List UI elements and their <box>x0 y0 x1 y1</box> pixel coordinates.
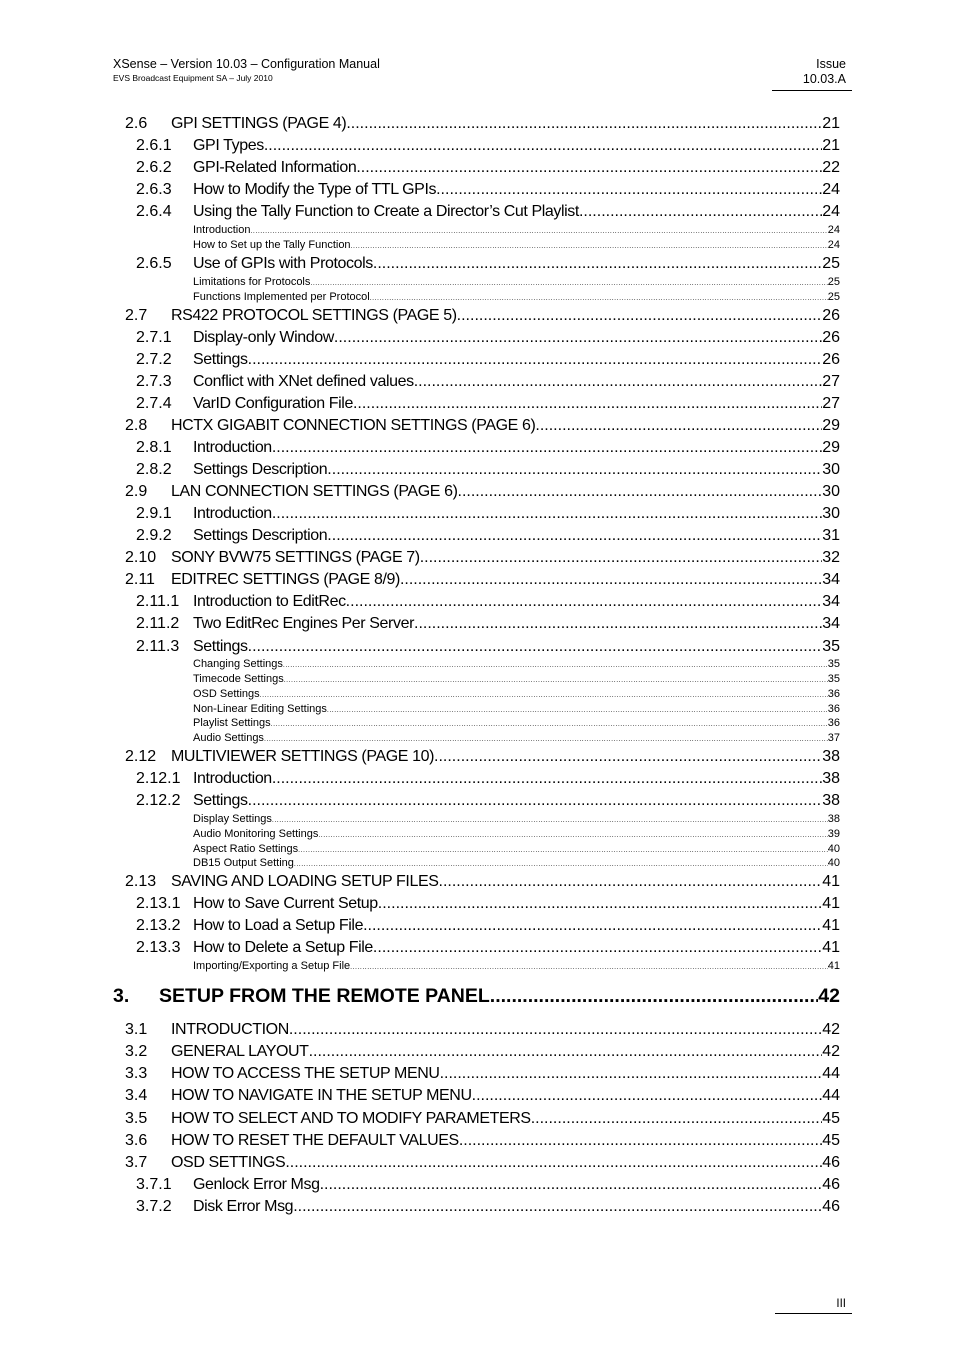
toc-entry-page: 42 <box>822 1021 840 1038</box>
toc-entry-title: How to Modify the Type of TTL GPIs <box>193 181 437 198</box>
toc-entry[interactable] <box>125 1065 840 1087</box>
toc-entry[interactable] <box>136 1176 840 1198</box>
toc-entry[interactable] <box>136 939 840 961</box>
toc-entry-title: Non-Linear Editing Settings <box>193 703 327 715</box>
toc-entry-number: 2.7.4 <box>136 395 172 412</box>
toc-entry-title: Two EditRec Engines Per Server <box>193 615 414 632</box>
dot-leader <box>490 985 819 1008</box>
toc-entry-page: 24 <box>827 224 840 236</box>
toc-entry-page: 31 <box>822 527 840 544</box>
toc-entry-page: 36 <box>827 717 840 729</box>
dot-leader <box>298 843 828 855</box>
toc-entry-page: 21 <box>822 137 840 154</box>
toc-entry-title: Display-only Window <box>193 329 334 346</box>
toc-entry-number: 3. <box>113 985 130 1007</box>
toc-entry-number: 2.11.2 <box>136 615 180 632</box>
toc-entry-number: 2.9 <box>125 483 148 500</box>
dot-leader <box>327 703 828 715</box>
dot-leader <box>356 159 822 177</box>
toc-entry[interactable] <box>136 137 840 159</box>
toc-entry-number: 3.1 <box>125 1021 148 1038</box>
toc-entry[interactable] <box>125 748 840 770</box>
toc-entry[interactable] <box>193 291 840 306</box>
dot-leader <box>351 239 828 251</box>
dot-leader <box>353 395 822 413</box>
toc-entry-number: 3.5 <box>125 1110 148 1127</box>
toc-entry-title: Limitations for Protocols <box>193 276 311 288</box>
toc-entry-title: OSD Settings <box>193 688 260 700</box>
toc-entry-number: 3.7.2 <box>136 1198 172 1215</box>
toc-entry-title: Audio Monitoring Settings <box>193 828 319 840</box>
header-left <box>113 57 380 84</box>
toc-entry-page: 40 <box>827 857 840 869</box>
toc-entry-number: 3.3 <box>125 1065 148 1082</box>
dot-leader <box>472 1087 823 1105</box>
dot-leader <box>440 1065 823 1083</box>
toc-entry-page: 35 <box>822 638 840 655</box>
toc-entry[interactable] <box>136 439 840 461</box>
toc-entry[interactable] <box>193 857 840 872</box>
toc-entry-number: 2.9.1 <box>136 505 172 522</box>
toc-entry-title: MULTIVIEWER SETTINGS (PAGE 10) <box>171 748 435 765</box>
toc-entry-page: 37 <box>827 732 840 744</box>
toc-entry-page: 41 <box>827 960 840 972</box>
toc-entry-title: HOW TO NAVIGATE IN THE SETUP MENU <box>171 1087 472 1104</box>
toc-entry-number: 2.11.1 <box>136 593 180 610</box>
toc-entry-title: INTRODUCTION <box>171 1021 289 1038</box>
toc-entry[interactable] <box>136 181 840 203</box>
dot-leader <box>284 673 828 685</box>
dot-leader <box>414 373 823 391</box>
toc-entry[interactable] <box>125 1132 840 1154</box>
toc-entry-page: 30 <box>822 505 840 522</box>
toc-entry-number: 2.7.3 <box>136 373 172 390</box>
toc-entry[interactable] <box>125 571 840 593</box>
toc-entry-page: 40 <box>827 843 840 855</box>
toc-entry[interactable] <box>136 527 840 549</box>
dot-leader <box>458 483 823 501</box>
toc-entry-title: GENERAL LAYOUT <box>171 1043 309 1060</box>
toc-entry-title: Audio Settings <box>193 732 264 744</box>
toc-entry[interactable] <box>193 813 840 828</box>
dot-leader <box>535 417 822 435</box>
dot-leader <box>310 276 827 288</box>
toc-entry-title: Timecode Settings <box>193 673 284 685</box>
toc-entry-title: Disk Error Msg <box>193 1198 294 1215</box>
toc-entry-title: SAVING AND LOADING SETUP FILES <box>171 873 439 890</box>
dot-leader <box>250 224 827 236</box>
toc-entry[interactable] <box>193 843 840 858</box>
dot-leader <box>378 895 822 913</box>
toc-entry[interactable] <box>125 549 840 571</box>
toc-entry-number: 2.13.3 <box>136 939 181 956</box>
toc-entry-number: 2.7 <box>125 307 148 324</box>
toc-entry-page: 36 <box>827 688 840 700</box>
dot-leader <box>373 255 822 273</box>
dot-leader <box>436 181 822 199</box>
toc-entry[interactable] <box>125 483 840 505</box>
dot-leader <box>264 732 828 744</box>
toc-entry-title: HOW TO ACCESS THE SETUP MENU <box>171 1065 440 1082</box>
dot-leader <box>248 638 823 656</box>
toc-entry-number: 2.11.3 <box>136 638 180 655</box>
toc-entry-page: 24 <box>822 181 840 198</box>
dot-leader <box>363 917 822 935</box>
toc-entry-page: 27 <box>822 395 840 412</box>
dot-leader <box>309 1043 823 1061</box>
toc-entry-title: Introduction <box>193 224 251 236</box>
toc-entry-number: 2.13.1 <box>136 895 181 912</box>
toc-entry[interactable] <box>136 351 840 373</box>
toc-entry[interactable] <box>136 895 840 917</box>
toc-entry-page: 27 <box>822 373 840 390</box>
toc-entry-page: 35 <box>827 673 840 685</box>
toc-entry-title: Changing Settings <box>193 658 283 670</box>
dot-leader <box>579 203 822 221</box>
toc-entry-page: 46 <box>822 1176 840 1193</box>
toc-entry-title: How to Set up the Tally Function <box>193 239 351 251</box>
dot-leader <box>350 960 828 972</box>
toc-entry-page: 45 <box>822 1132 840 1149</box>
toc-entry-page: 38 <box>822 792 840 809</box>
toc-entry[interactable] <box>136 373 840 395</box>
toc-entry-number: 2.6 <box>125 115 148 132</box>
document-title: XSense – Version 10.03 – Configuration Manual <box>113 57 380 71</box>
toc-entry[interactable] <box>136 395 840 417</box>
toc-entry-title: LAN CONNECTION SETTINGS (PAGE 6) <box>171 483 458 500</box>
dot-leader <box>285 1154 822 1172</box>
toc-entry-number: 2.6.3 <box>136 181 172 198</box>
toc-entry[interactable] <box>125 115 840 137</box>
toc-entry[interactable] <box>136 505 840 527</box>
dot-leader <box>327 461 822 479</box>
toc-entry-page: 21 <box>822 115 840 132</box>
toc-entry-title: GPI SETTINGS (PAGE 4) <box>171 115 347 132</box>
toc-entry-page: 25 <box>827 276 840 288</box>
toc-entry-title: SETUP FROM THE REMOTE PANEL <box>159 985 490 1007</box>
toc-entry-title: Settings Description <box>193 527 328 544</box>
dot-leader <box>248 351 823 369</box>
dot-leader <box>531 1110 823 1128</box>
toc-entry-page: 41 <box>822 895 840 912</box>
toc-entry-title: How to Delete a Setup File <box>193 939 373 956</box>
toc-entry[interactable] <box>193 703 840 718</box>
dot-leader <box>320 1176 823 1194</box>
toc-entry[interactable] <box>193 828 840 843</box>
toc-entry[interactable] <box>125 1043 840 1065</box>
toc-entry-number: 2.11 <box>125 571 155 588</box>
toc-entry-title: Genlock Error Msg <box>193 1176 320 1193</box>
toc-entry[interactable] <box>136 917 840 939</box>
toc-entry-page: 41 <box>822 873 840 890</box>
toc-entry-number: 2.12.1 <box>136 770 181 787</box>
toc-entry[interactable] <box>193 276 840 291</box>
toc-entry-title: Introduction <box>193 505 272 522</box>
toc-entry-title: HCTX GIGABIT CONNECTION SETTINGS (PAGE 6) <box>171 417 536 434</box>
toc-entry[interactable] <box>136 255 840 277</box>
toc-entry-number: 3.7.1 <box>136 1176 172 1193</box>
toc-entry-number: 2.8.1 <box>136 439 172 456</box>
toc-entry[interactable] <box>136 615 840 637</box>
toc-entry-page: 24 <box>822 203 840 220</box>
toc-entry-number: 2.6.4 <box>136 203 172 220</box>
toc-entry[interactable] <box>125 1087 840 1109</box>
toc-entry-title: EDITREC SETTINGS (PAGE 8/9) <box>171 571 400 588</box>
toc-entry-number: 2.6.5 <box>136 255 172 272</box>
dot-leader <box>289 1021 822 1039</box>
toc-entry-title: Importing/Exporting a Setup File <box>193 960 351 972</box>
issue-value: 10.03.A <box>802 72 846 86</box>
toc-entry[interactable] <box>193 673 840 688</box>
toc-entry-page: 46 <box>822 1154 840 1171</box>
toc-entry-title: SONY BVW75 SETTINGS (PAGE 7) <box>171 549 420 566</box>
dot-leader <box>260 688 828 700</box>
toc-entry[interactable] <box>125 873 840 895</box>
toc-entry-page: 41 <box>822 917 840 934</box>
toc-entry-page: 36 <box>827 703 840 715</box>
dot-leader <box>294 857 828 869</box>
toc-entry[interactable] <box>125 417 840 439</box>
toc-entry-page: 44 <box>822 1087 840 1104</box>
dot-leader <box>271 717 828 729</box>
toc-entry-page: 45 <box>822 1110 840 1127</box>
toc-entry-title: How to Save Current Setup <box>193 895 378 912</box>
toc-entry[interactable] <box>136 461 840 483</box>
dot-leader <box>459 1132 822 1150</box>
toc-entry-number: 3.4 <box>125 1087 148 1104</box>
toc-entry[interactable] <box>136 329 840 351</box>
toc-entry[interactable] <box>193 239 840 254</box>
dot-leader <box>434 748 822 766</box>
toc-entry-number: 2.13 <box>125 873 157 890</box>
toc-entry-title: HOW TO SELECT AND TO MODIFY PARAMETERS <box>171 1110 531 1127</box>
toc-entry-page: 26 <box>822 329 840 346</box>
toc-entry-title: RS422 PROTOCOL SETTINGS (PAGE 5) <box>171 307 457 324</box>
header-right <box>766 57 846 87</box>
toc-entry-title: VarID Configuration File <box>193 395 353 412</box>
toc-entry-page: 44 <box>822 1065 840 1082</box>
dot-leader <box>272 770 822 788</box>
toc-entry-page: 30 <box>822 483 840 500</box>
toc-entry-number: 2.7.1 <box>136 329 172 346</box>
toc-entry-number: 2.12.2 <box>136 792 181 809</box>
toc-entry[interactable] <box>193 960 840 975</box>
toc-entry-page: 25 <box>827 291 840 303</box>
dot-leader <box>457 307 823 325</box>
toc-entry-page: 29 <box>822 417 840 434</box>
toc-entry-page: 34 <box>822 571 840 588</box>
toc-entry-number: 2.6.1 <box>136 137 172 154</box>
toc-entry-page: 34 <box>822 615 840 632</box>
toc-entry-page: 32 <box>822 549 840 566</box>
toc-entry-page: 30 <box>822 461 840 478</box>
dot-leader <box>334 329 822 347</box>
toc-entry[interactable] <box>125 1021 840 1043</box>
dot-leader <box>272 505 822 523</box>
toc-entry-number: 3.2 <box>125 1043 148 1060</box>
toc-entry-number: 2.12 <box>125 748 157 765</box>
toc-entry[interactable] <box>193 688 840 703</box>
toc-entry-title: Playlist Settings <box>193 717 271 729</box>
toc-entry-title: Settings <box>193 351 248 368</box>
issue-label: Issue <box>816 57 846 71</box>
toc-entry-page: 42 <box>818 985 840 1007</box>
toc-entry-title: DB15 Output Setting <box>193 857 294 869</box>
toc-entry-title: Use of GPIs with Protocols <box>193 255 373 272</box>
toc-entry-title: Settings <box>193 638 248 655</box>
toc-entry-page: 41 <box>822 939 840 956</box>
toc-entry[interactable] <box>125 1154 840 1176</box>
toc-entry-number: 2.6.2 <box>136 159 172 176</box>
toc-entry[interactable] <box>193 717 840 732</box>
toc-entry-number: 2.8.2 <box>136 461 172 478</box>
toc-entry-page: 26 <box>822 307 840 324</box>
toc-entry[interactable] <box>136 159 840 181</box>
toc-entry-page: 38 <box>822 748 840 765</box>
toc-entry-title: Settings <box>193 792 248 809</box>
footer-divider <box>775 1313 852 1314</box>
dot-leader <box>272 439 822 457</box>
dot-leader <box>272 813 828 825</box>
dot-leader <box>420 549 822 567</box>
dot-leader <box>248 792 823 810</box>
toc-entry-number: 2.8 <box>125 417 148 434</box>
toc-entry-number: 2.13.2 <box>136 917 181 934</box>
toc-entry-title: HOW TO RESET THE DEFAULT VALUES <box>171 1132 459 1149</box>
header-divider <box>772 90 852 91</box>
toc-entry-title: Aspect Ratio Settings <box>193 843 299 855</box>
toc-entry[interactable] <box>136 203 840 225</box>
toc-entry-page: 22 <box>822 159 840 176</box>
toc-entry-title: Introduction <box>193 439 272 456</box>
toc-entry-page: 38 <box>822 770 840 787</box>
toc-entry-page: 35 <box>827 658 840 670</box>
toc-entry[interactable] <box>193 224 840 239</box>
toc-entry-title: Introduction to EditRec <box>193 593 346 610</box>
toc-entry-page: 38 <box>827 813 840 825</box>
dot-leader <box>346 593 823 611</box>
toc-entry-page: 46 <box>822 1198 840 1215</box>
toc-entry-page: 34 <box>822 593 840 610</box>
document-subtitle: EVS Broadcast Equipment SA – July 2010 <box>113 73 273 83</box>
toc-entry-title: Functions Implemented per Protocol <box>193 291 370 303</box>
page-number: III <box>836 1298 846 1310</box>
toc-entry-page: 29 <box>822 439 840 456</box>
toc-entry-title: Conflict with XNet defined values <box>193 373 414 390</box>
toc-entry-page: 26 <box>822 351 840 368</box>
dot-leader <box>293 1198 822 1216</box>
dot-leader <box>318 828 827 840</box>
toc-entry-title: GPI Types <box>193 137 264 154</box>
toc-entry-number: 2.7.2 <box>136 351 172 368</box>
toc-entry[interactable] <box>125 307 840 329</box>
toc-entry[interactable] <box>136 593 840 615</box>
dot-leader <box>439 873 823 891</box>
toc-entry-page: 42 <box>822 1043 840 1060</box>
toc-entry-title: GPI-Related Information <box>193 159 357 176</box>
toc-entry[interactable] <box>193 658 840 673</box>
toc-entry-page: 24 <box>827 239 840 251</box>
dot-leader <box>373 939 822 957</box>
dot-leader <box>283 658 828 670</box>
toc-entry-number: 3.7 <box>125 1154 148 1171</box>
dot-leader <box>346 115 822 133</box>
toc-entry-number: 3.6 <box>125 1132 148 1149</box>
dot-leader <box>370 291 828 303</box>
toc-entry-page: 25 <box>822 255 840 272</box>
toc-entry-title: Introduction <box>193 770 272 787</box>
toc-entry[interactable] <box>125 1110 840 1132</box>
dot-leader <box>400 571 822 589</box>
toc-entry-title: Display Settings <box>193 813 272 825</box>
dot-leader <box>264 137 822 155</box>
toc-entry-title: Using the Tally Function to Create a Director’s Cut Playlist <box>193 203 579 220</box>
toc-entry[interactable] <box>136 1198 840 1220</box>
toc-entry[interactable] <box>136 792 840 814</box>
dot-leader <box>414 615 822 633</box>
dot-leader <box>327 527 822 545</box>
toc-entry-number: 2.10 <box>125 549 157 566</box>
toc-entry[interactable] <box>193 732 840 747</box>
toc-entry[interactable] <box>113 985 840 1011</box>
toc-entry-page: 39 <box>827 828 840 840</box>
toc-entry-title: Settings Description <box>193 461 328 478</box>
toc-entry-title: OSD SETTINGS <box>171 1154 286 1171</box>
toc-entry-title: How to Load a Setup File <box>193 917 364 934</box>
toc-entry-number: 2.9.2 <box>136 527 172 544</box>
toc-entry[interactable] <box>136 638 840 660</box>
toc-entry[interactable] <box>136 770 840 792</box>
